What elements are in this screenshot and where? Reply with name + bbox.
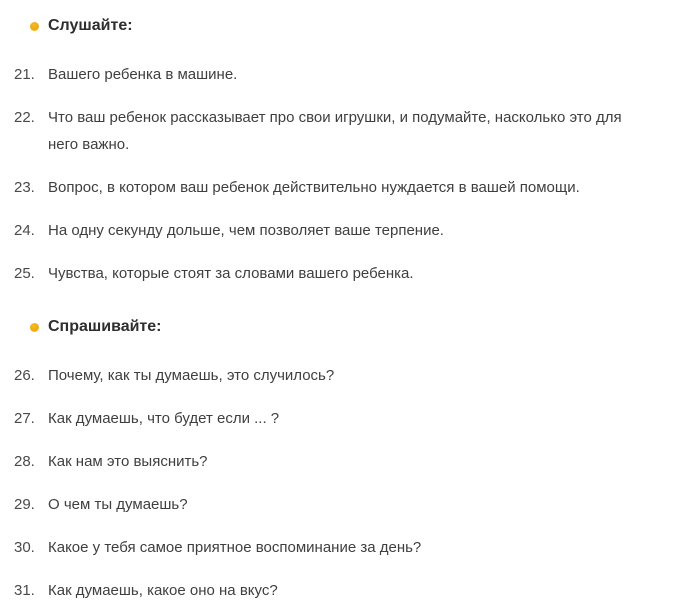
item-number: 21. bbox=[14, 66, 35, 83]
list-item bbox=[0, 491, 657, 518]
section-title: Спрашивайте: bbox=[48, 318, 162, 335]
list-item bbox=[0, 405, 657, 432]
item-number: 26. bbox=[14, 367, 35, 384]
item-text: Как нам это выяснить? bbox=[48, 453, 208, 470]
item-text: Почему, как ты думаешь, это случилось? bbox=[48, 367, 335, 384]
section-title: Слушайте: bbox=[48, 17, 133, 34]
item-number: 28. bbox=[14, 453, 35, 470]
list-item bbox=[0, 104, 657, 158]
bullet-icon bbox=[30, 323, 39, 332]
item-text: Вашего ребенка в машине. bbox=[48, 66, 238, 83]
list-item bbox=[0, 577, 657, 600]
list-item bbox=[0, 448, 657, 475]
section-heading bbox=[0, 317, 657, 337]
item-number: 29. bbox=[14, 496, 35, 513]
section-listen bbox=[0, 16, 657, 287]
item-number: 23. bbox=[14, 179, 35, 196]
item-text: Чувства, которые стоят за словами вашего ребенка. bbox=[48, 265, 414, 282]
list-item bbox=[0, 534, 657, 561]
list-item bbox=[0, 217, 657, 244]
item-text: Как думаешь, что будет если ... ? bbox=[48, 410, 280, 427]
item-number: 25. bbox=[14, 265, 35, 282]
item-text: Как думаешь, какое оно на вкус? bbox=[48, 582, 278, 599]
item-number: 24. bbox=[14, 222, 35, 239]
bullet-icon bbox=[30, 22, 39, 31]
item-text: Вопрос, в котором ваш ребенок действительно нуждается в вашей помощи. bbox=[48, 179, 580, 196]
item-text: О чем ты думаешь? bbox=[48, 496, 188, 513]
item-number: 30. bbox=[14, 539, 35, 556]
item-number: 22. bbox=[14, 109, 35, 126]
list-item bbox=[0, 174, 657, 201]
item-text: На одну секунду дольше, чем позволяет ваше терпение. bbox=[48, 222, 444, 239]
item-number: 27. bbox=[14, 410, 35, 427]
item-number: 31. bbox=[14, 582, 35, 599]
section-ask bbox=[0, 317, 657, 600]
section-heading bbox=[0, 16, 657, 36]
list-item bbox=[0, 61, 657, 88]
item-text: Что ваш ребенок рассказывает про свои игрушки, и подумайте, насколько это для него важно. bbox=[48, 109, 622, 153]
list-item bbox=[0, 260, 657, 287]
list-item bbox=[0, 362, 657, 389]
item-text: Какое у тебя самое приятное воспоминание за день? bbox=[48, 539, 422, 556]
